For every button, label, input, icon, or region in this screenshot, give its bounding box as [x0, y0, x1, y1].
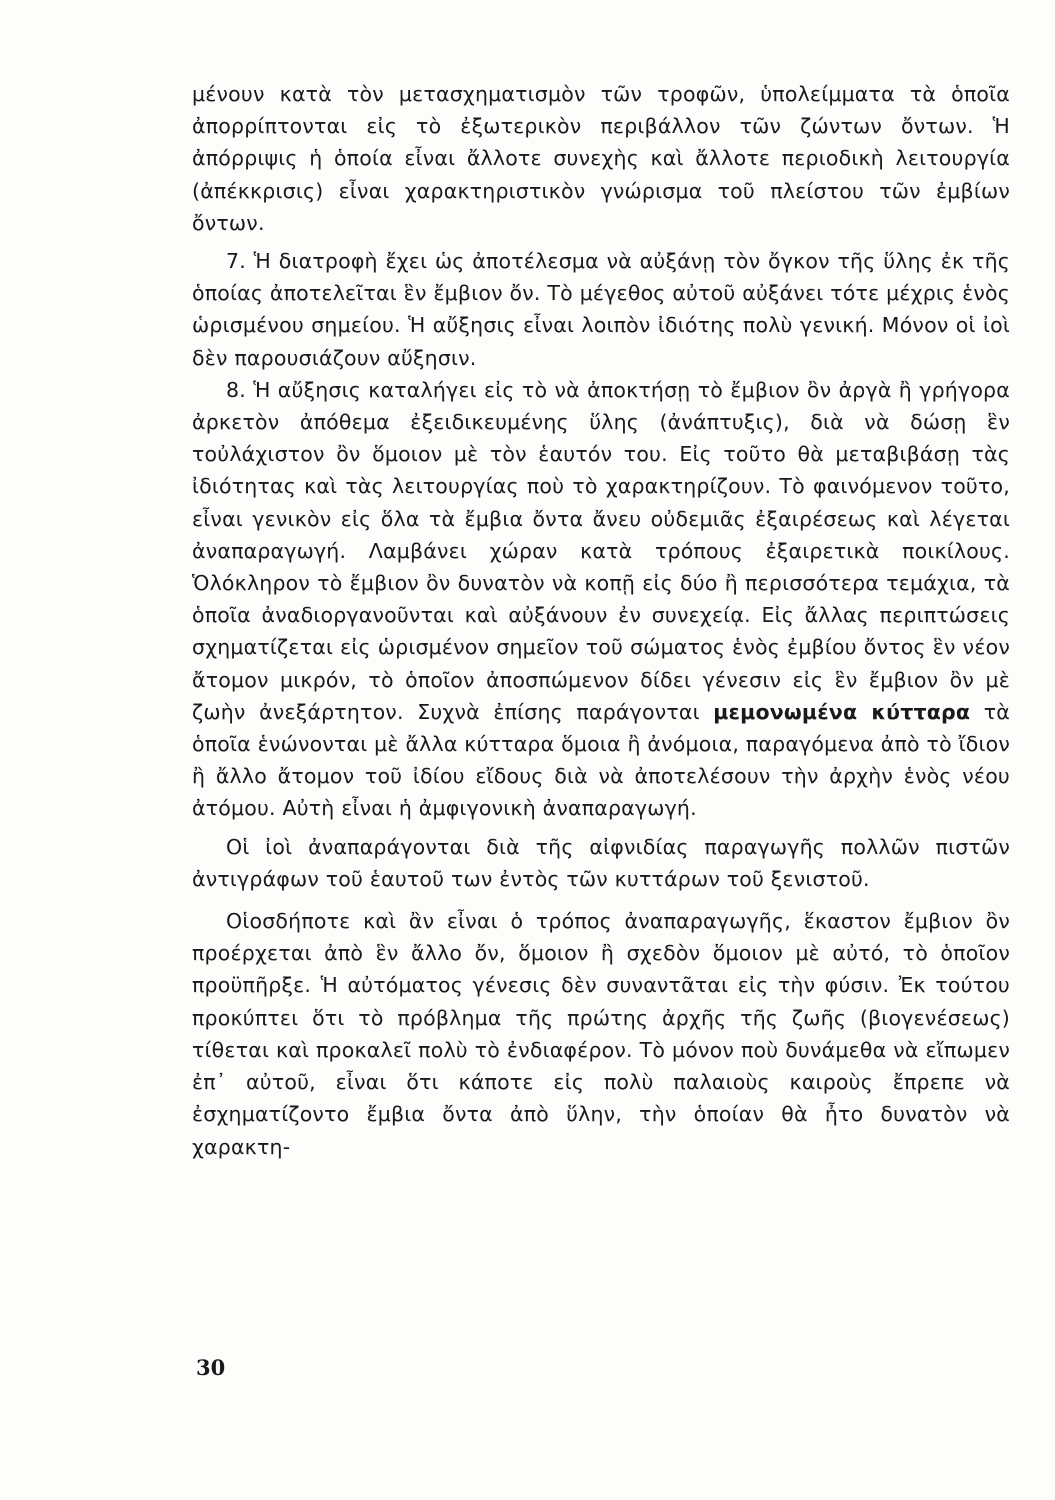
page-number: 30 [196, 1355, 226, 1380]
paragraph-excretion: μένουν κατὰ τὸν μετασχηματισμὸν τῶν τροφῶν, ὑπολείμματα τὰ ὁποῖα ἀπορρίπτονται εἰς τὸ ἐξωτερικὸν περιβάλλον τῶν ζώντων ὄντων. Ἡ ἀπόρριψις ἡ ὁποία εἶναι ἄλλοτε συνεχὴς καὶ ἄλλοτε περιοδικὴ λειτουργία (ἀπέκκρισις) εἶναι χαρακτηριστικὸν γνώρισμα τοῦ πλείστου τῶν ἐμβίων ὄντων. [192, 82, 1010, 235]
body-text [192, 78, 1010, 1163]
paragraph-biogenesis: Οἱοσδήποτε καὶ ἂν εἶναι ὁ τρόπος ἀναπαραγωγῆς, ἕκαστον ἔμβιον ὂν προέρχεται ἀπὸ ἓν ἄλλο ὄν, ὅμοιον ἢ σχεδὸν ὅμοιον μὲ αὐτό, τὸ ὁποῖον προϋπῆρξε. Ἡ αὐτόματος γένεσις δὲν συναντᾶται εἰς τὴν φύσιν. Ἐκ τούτου προκύπτει ὅτι τὸ πρόβλημα τῆς πρώτης ἀρχῆς τῆς ζωῆς (βιογενέσεως) τίθεται καὶ προκαλεῖ πολὺ τὸ ἐνδιαφέρον. Τὸ μόνον ποὺ δυνάμεθα νὰ εἴπωμεν ἐπ᾽ αὐτοῦ, εἶναι ὅτι κάποτε εἰς πολὺ παλαιοὺς καιροὺς ἔπρεπε νὰ ἐσχηματίζοντο ἔμβια ὄντα ἀπὸ ὕλην, τὴν ὁποίαν θὰ ἦτο δυνατὸν νὰ χαρακτη- [192, 909, 1010, 1159]
paragraph-growth: 7. Ἡ διατροφὴ ἔχει ὡς ἀποτέλεσμα νὰ αὐξάνῃ τὸν ὄγκον τῆς ὕλης ἐκ τῆς ὁποίας ἀποτελεῖται ἓν ἔμβιον ὄν. Τὸ μέγεθος αὐτοῦ αὐξάνει τότε μέχρις ἑνὸς ὡρισμένου σημείου. Ἡ αὔξησις εἶναι λοιπὸν ἰδιότης πολὺ γενική. Μόνον οἱ ἰοὶ δὲν παρουσιάζουν αὔξησιν. [192, 249, 1010, 370]
paragraph-viruses: Οἱ ἰοὶ ἀναπαράγονται διὰ τῆς αἰφνιδίας παραγωγῆς πολλῶν πιστῶν ἀντιγράφων τοῦ ἑαυτοῦ των ἐντὸς τῶν κυττάρων τοῦ ξενιστοῦ. [192, 834, 1010, 891]
paragraph-reproduction-start: 8. Ἡ αὔξησις καταλήγει εἰς τὸ νὰ ἀποκτήσῃ τὸ ἔμβιον ὂν ἀργὰ ἢ γρήγορα ἀρκετὸν ἀπόθεμα ἐξειδικευμένης ὕλης (ἀνάπτυξις), διὰ νὰ δώσῃ ἓν τοὐλάχιστον ὂν ὅμοιον μὲ τὸν ἑαυτόν του. Εἰς τοῦτο θὰ μεταβιβάσῃ τὰς ἰδιότητας καὶ τὰς λειτουργίας ποὺ τὸ χαρακτηρίζουν. Τὸ φαινόμενον τοῦτο, εἶναι γενικὸν εἰς ὅλα τὰ ἔμβια ὄντα ἄνευ οὐδεμιᾶς ἐξαιρέσεως καὶ λέγεται ἀναπαραγωγή. Λαμβάνει χώραν κατὰ τρόπους ἐξαιρετικὰ ποικίλους. Ὁλόκληρον τὸ ἔμβιον ὂν δυνατὸν νὰ κοπῇ εἰς δύο ἢ περισσότερα τεμάχια, τὰ ὁποῖα ἀναδιοργανοῦνται καὶ αὐξάνουν ἐν συνεχείᾳ. Εἰς ἄλλας περιπτώσεις σχηματίζεται εἰς ὡρισμένον σημεῖον τοῦ σώματος ἑνὸς ἐμβίου ὄντος ἓν νέον ἄτομον μικρόν, τὸ ὁποῖον ἀποσπώμενον δίδει γένεσιν εἰς ἓν ἔμβιον ὂν μὲ ζωὴν ἀνεξάρτητον. Συχνὰ ἐπίσης παράγονται [192, 377, 1010, 724]
paragraph-reproduction [192, 374, 1010, 825]
paragraph-reproduction-end: τὰ ὁποῖα ἑνώνονται μὲ ἄλλα κύτταρα ὅμοια ἢ ἀνόμοια, παραγόμενα ἀπὸ τὸ ἴδιον ἢ ἄλλο ἄτομον τοῦ ἰδίου εἴδους διὰ νὰ ἀποτελέσουν τὴν ἀρχὴν ἑνὸς νέου ἀτόμου. Αὐτὴ εἶναι ἡ ἀμφιγονικὴ ἀναπαραγωγή. [192, 699, 1011, 821]
bold-term-isolated-cells: μεμονωμένα κύτταρα [713, 699, 971, 724]
